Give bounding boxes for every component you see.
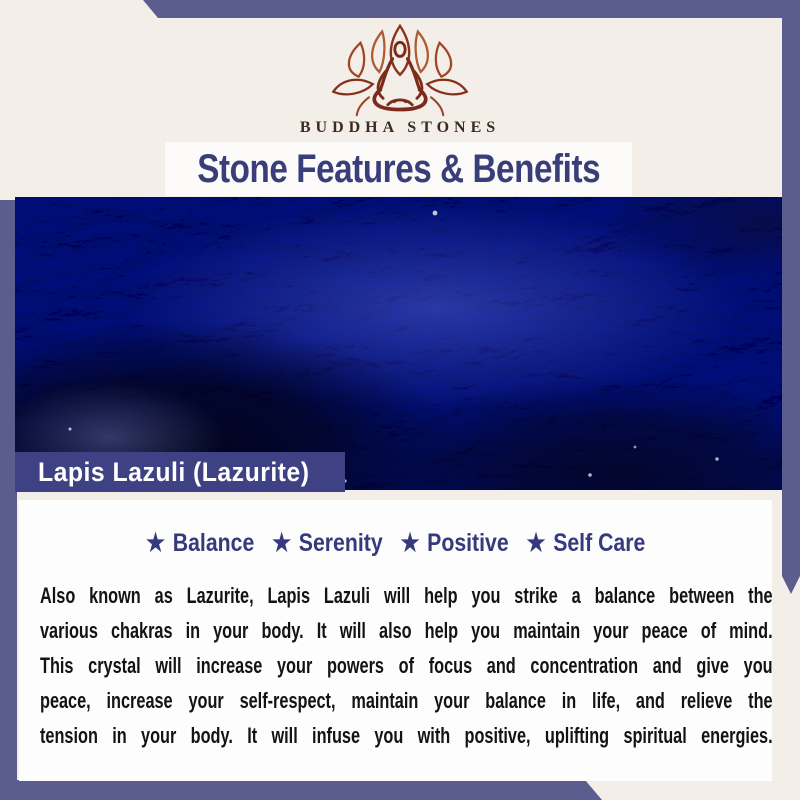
star-icon: ★ <box>400 529 420 557</box>
benefit-label: Balance <box>172 529 255 557</box>
section-title: Stone Features & Benefits <box>197 146 600 191</box>
description-line: tension in your body. It will infuse you with positive, uplifting spiritual energies. <box>40 723 773 748</box>
benefits-row <box>19 528 772 558</box>
benefit-label: Serenity <box>298 529 383 557</box>
right-accent-ribbon <box>782 0 800 594</box>
star-icon: ★ <box>145 529 165 557</box>
lotus-meditation-logo-icon <box>325 24 475 118</box>
description-line: various chakras in your body. It will also help you maintain your peace of mind. <box>40 618 773 643</box>
benefit-label: Positive <box>426 529 509 557</box>
benefit-item <box>526 528 645 558</box>
description-line: peace, increase your self-respect, maintain your balance in life, and relieve the <box>40 688 773 713</box>
stone-name: Lapis Lazuli (Lazurite) <box>38 456 310 487</box>
benefit-item <box>272 528 383 558</box>
description-line: Also known as Lazurite, Lapis Lazuli will help you strike a balance between the <box>40 583 773 608</box>
description-line: This crystal will increase your powers of focus and concentration and give you <box>40 653 773 678</box>
content-panel <box>19 500 772 781</box>
benefit-label: Self Care <box>553 529 646 557</box>
top-accent-band <box>143 0 800 18</box>
stone-name-bar <box>15 452 345 492</box>
bottom-accent-band <box>0 780 602 800</box>
section-title-band <box>165 142 632 196</box>
benefit-item <box>146 528 254 558</box>
benefit-item <box>400 528 508 558</box>
lapis-stone-photo <box>15 197 783 490</box>
star-icon: ★ <box>271 529 291 557</box>
brand-name: BUDDHA STONES <box>299 119 501 136</box>
star-icon: ★ <box>526 529 546 557</box>
stone-description <box>40 578 773 753</box>
